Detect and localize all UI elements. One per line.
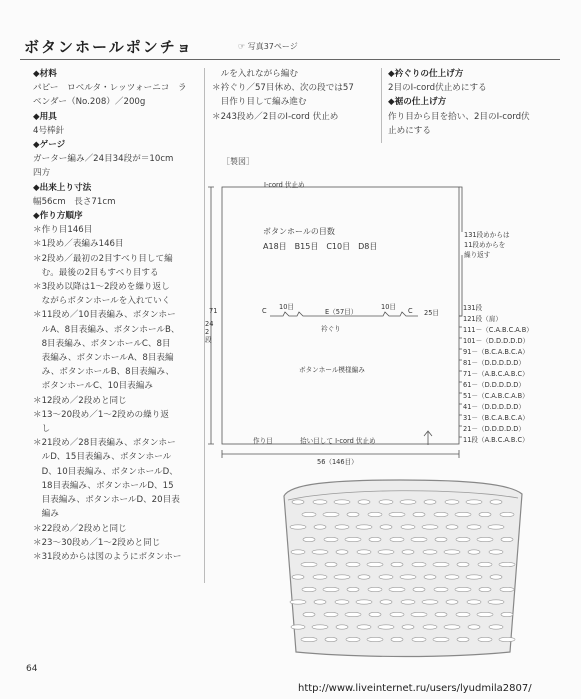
buttonhole-shape	[379, 575, 393, 579]
buttonhole-shape	[378, 625, 394, 629]
buttonhole-shape	[368, 587, 382, 591]
buttonhole-shape	[435, 537, 447, 541]
instruction-line: 編み	[33, 509, 59, 520]
instruction-line: ベンダー（No.208）／200g	[33, 97, 146, 108]
buttonhole-shape	[356, 600, 372, 604]
buttonhole-shape	[345, 537, 361, 541]
buttonhole-shape	[412, 637, 426, 641]
instruction-line: ＊22段め／2段めと同じ	[33, 523, 127, 534]
instruction-line: ＊1段め／表編み146目	[33, 239, 124, 250]
row-legend-item: 51－（C.A.B.C.A.B）	[463, 392, 529, 400]
poncho-illustration	[270, 476, 535, 666]
buttonhole-shape	[335, 525, 349, 529]
instruction-line: ＊衿ぐり／57目休め、次の段では57	[212, 83, 354, 94]
buttonhole-shape	[302, 512, 316, 516]
instruction-line: ＊21段め／28目表編み、ボタンホー	[33, 438, 176, 449]
instruction-line: ルA、8目表編み、ボタンホールB、	[33, 324, 180, 335]
row-legend-item: 31－（B.C.A.B.C.A）	[463, 414, 529, 422]
buttonhole-shape	[402, 550, 414, 554]
buttonhole-shape	[301, 637, 317, 641]
buttonhole-shape	[324, 537, 338, 541]
buttonhole-shape	[455, 512, 471, 516]
buttonhole-shape	[346, 637, 360, 641]
instruction-line: D、10目表編み、ボタンホールD、	[33, 466, 178, 477]
source-url: http://www.liveinternet.ru/users/lyudmila2807/	[298, 683, 532, 694]
row-legend-item: 101－（D.D.D.D.D）	[463, 337, 530, 345]
buttonhole-counts: A18目 B15目 C10目 D8目	[263, 242, 378, 251]
buttonhole-shape	[369, 537, 381, 541]
buttonhole-shape	[356, 525, 372, 529]
buttonhole-shape	[457, 637, 469, 641]
buttonhole-shape	[391, 637, 403, 641]
buttonhole-shape	[402, 625, 414, 629]
instruction-line: 4号棒針	[33, 125, 65, 136]
buttonhole-shape	[422, 600, 438, 604]
buttonhole-shape	[468, 550, 480, 554]
cast-on-label: 作り目	[253, 437, 273, 445]
instruction-line: ＊31段めからは図のようにボタンホー	[33, 551, 182, 562]
section-heading: ◆材料	[33, 69, 57, 79]
buttonhole-shape	[479, 587, 491, 591]
neckline-label: 衿ぐり	[321, 325, 341, 333]
instruction-line: ＊作り目146目	[33, 225, 93, 236]
section-heading: ◆作り方順序	[33, 211, 83, 222]
buttonhole-shape	[500, 512, 514, 516]
buttonhole-shape	[368, 512, 382, 516]
buttonhole-shape	[292, 500, 304, 504]
buttonhole-heading: ボタンホールの目数	[263, 227, 335, 236]
buttonhole-shape	[378, 550, 394, 554]
buttonhole-shape	[433, 637, 449, 641]
buttonhole-shape	[313, 500, 327, 504]
buttonhole-shape	[434, 587, 448, 591]
instruction-line: ＊2段め／最初の2目すべり目して編	[33, 253, 173, 264]
buttonhole-shape	[490, 575, 502, 579]
row-legend-item: 61－（D.D.D.D.D）	[463, 381, 525, 389]
repeat-bracket	[459, 187, 462, 316]
row-legend-item: 121段（肩）	[463, 315, 502, 323]
row-legend-item: 111－（C.A.B.C.A.B）	[463, 326, 533, 334]
buttonhole-shape	[302, 587, 316, 591]
buttonhole-shape	[444, 625, 460, 629]
buttonhole-shape	[334, 575, 350, 579]
instruction-line: ＊12段め／2段めと同じ	[33, 395, 127, 406]
buttonhole-shape	[423, 625, 437, 629]
buttonhole-shape	[347, 587, 359, 591]
buttonhole-shape	[314, 600, 326, 604]
buttonhole-shape	[424, 500, 436, 504]
buttonhole-shape	[501, 612, 513, 616]
instruction-line: ＊243段め／2目のI-cord 伏止め	[212, 111, 339, 122]
buttonhole-shape	[456, 612, 470, 616]
buttonhole-shape	[467, 600, 481, 604]
buttonhole-shape	[489, 550, 503, 554]
buttonhole-shape	[347, 512, 359, 516]
right-c-label: C	[408, 307, 413, 315]
buttonhole-shape	[413, 512, 425, 516]
instruction-line: 表編み、ボタンホールA、8目表編	[33, 353, 174, 364]
buttonhole-shape	[336, 550, 348, 554]
buttonhole-shape	[391, 562, 403, 566]
top-edge-label: I-cord 伏止め	[264, 181, 305, 189]
instruction-line: ルD、15目表編み、ボタンホール	[33, 452, 172, 463]
buttonhole-shape	[367, 562, 383, 566]
buttonhole-shape	[499, 562, 515, 566]
instruction-line: 止めにする	[388, 125, 431, 136]
buttonhole-shape	[303, 537, 315, 541]
buttonhole-shape	[490, 500, 502, 504]
buttonhole-shape	[488, 600, 504, 604]
row-legend-item: 91－（B.C.A.B.C.A）	[463, 348, 529, 356]
section-heading: ◆用具	[33, 111, 57, 122]
neck-stitch-label: E（57目）	[325, 308, 358, 316]
buttonhole-shape	[380, 600, 392, 604]
buttonhole-shape	[435, 612, 447, 616]
row-legend-item: 131段	[463, 304, 483, 312]
buttonhole-shape	[411, 612, 427, 616]
buttonhole-shape	[336, 625, 348, 629]
buttonhole-shape	[301, 562, 317, 566]
buttonhole-shape	[423, 550, 437, 554]
buttonhole-shape	[501, 537, 513, 541]
instruction-line: ルを入れながら編む	[212, 69, 298, 79]
buttonhole-shape	[390, 537, 404, 541]
buttonhole-shape	[292, 575, 304, 579]
buttonhole-shape	[455, 587, 471, 591]
buttonhole-shape	[324, 612, 338, 616]
knit-direction-arrow	[424, 431, 432, 445]
buttonhole-shape	[400, 500, 416, 504]
buttonhole-shape	[434, 512, 448, 516]
row-legend-item: 41－（D.D.D.D.D）	[463, 403, 525, 411]
buttonhole-shape	[479, 512, 491, 516]
buttonhole-shape	[477, 612, 493, 616]
buttonhole-shape	[413, 587, 425, 591]
buttonhole-shape	[468, 625, 480, 629]
buttonhole-shape	[456, 537, 470, 541]
buttonhole-shape	[325, 562, 337, 566]
instruction-line: 2目のI-cord伏止めにする	[388, 83, 487, 94]
buttonhole-shape	[314, 525, 326, 529]
buttonhole-shape	[379, 500, 393, 504]
buttonhole-shape	[433, 562, 449, 566]
pattern-label: ボタンホール模様編み	[299, 366, 365, 374]
buttonhole-shape	[291, 625, 305, 629]
buttonhole-shape	[499, 637, 515, 641]
buttonhole-shape	[412, 562, 426, 566]
row-legend-item: 21－（D.D.D.D.D）	[463, 425, 525, 433]
buttonhole-shape	[367, 637, 383, 641]
instruction-line: ＊11段め／10目表編み、ボタンホー	[33, 310, 176, 321]
buttonhole-shape	[390, 612, 404, 616]
left-10-label: 10目	[279, 303, 294, 311]
buttonhole-shape	[358, 575, 370, 579]
buttonhole-shape	[444, 550, 460, 554]
instruction-line: ガーター編み／24目34段が＝10cm	[33, 154, 174, 165]
buttonhole-shape	[290, 525, 306, 529]
buttonhole-shape	[334, 500, 350, 504]
section-heading: ◆出来上り寸法	[33, 182, 92, 193]
height-rows-label: 242段	[205, 320, 214, 344]
instruction-line: 目表編み、ボタンホールD、20目表	[33, 495, 180, 506]
buttonhole-shape	[478, 637, 492, 641]
buttonhole-shape	[358, 500, 370, 504]
instruction-line: 8目表編み、ボタンホールC、8目	[33, 338, 171, 349]
right-10-label: 10目	[381, 303, 396, 311]
buttonhole-shape	[389, 587, 405, 591]
buttonhole-shape	[325, 637, 337, 641]
buttonhole-shape	[323, 512, 339, 516]
buttonhole-shape	[500, 587, 514, 591]
buttonhole-shape	[357, 550, 371, 554]
buttonhole-shape	[489, 625, 503, 629]
instruction-line: ＊23～30段め／1～2段めと同じ	[33, 537, 161, 548]
buttonhole-shape	[345, 612, 361, 616]
buttonhole-shape	[401, 600, 415, 604]
section-heading: ◆衿ぐりの仕上げ方	[388, 69, 464, 79]
instruction-line: パピー ロベルタ・レッツォーニコ ラ	[33, 83, 187, 94]
width-label: 56（146目）	[317, 458, 358, 466]
buttonhole-shape	[290, 600, 306, 604]
buttonhole-shape	[380, 525, 392, 529]
buttonhole-shape	[478, 562, 492, 566]
buttonhole-shape	[389, 512, 405, 516]
left-c-label: C	[262, 307, 267, 315]
buttonhole-shape	[422, 525, 438, 529]
buttonhole-shape	[467, 525, 481, 529]
instruction-line: 幅56cm 長さ71cm	[33, 196, 116, 207]
buttonhole-shape	[411, 537, 427, 541]
photo-reference: ☞ 写真37ページ	[238, 42, 298, 51]
buttonhole-shape	[446, 525, 458, 529]
row-legend-item: 81－（D.D.D.D.D）	[463, 359, 525, 367]
buttonhole-shape	[357, 625, 371, 629]
buttonhole-shape	[323, 587, 339, 591]
instruction-line: 18目表編み、ボタンホールD、15	[33, 480, 174, 491]
instruction-line: ＊13～20段め／1～2段めの繰り返	[33, 409, 169, 420]
instruction-line: ながらボタンホールを入れていく	[33, 296, 171, 307]
section-heading: ◆裾の仕上げ方	[388, 97, 447, 108]
buttonhole-shape	[346, 562, 360, 566]
buttonhole-shape	[303, 612, 315, 616]
buttonhole-shape	[488, 525, 504, 529]
buttonhole-shape	[369, 612, 381, 616]
buttonhole-shape	[477, 537, 493, 541]
right-25-label: 25目	[424, 309, 439, 317]
buttonhole-shape	[312, 550, 328, 554]
instruction-line: ボタンホールC、10目表編み	[33, 381, 153, 392]
instruction-line: 作り目から目を拾い、2目のI-cord伏	[388, 111, 530, 122]
height-dimension-line	[208, 187, 214, 444]
buttonhole-shape	[335, 600, 349, 604]
section-heading: ◆ゲージ	[33, 140, 66, 151]
diagram-label: ［製図］	[222, 157, 254, 166]
buttonhole-shape	[401, 525, 415, 529]
buttonhole-shape	[457, 562, 469, 566]
height-cm-label: 71	[209, 307, 218, 315]
buttonhole-shape	[446, 600, 458, 604]
buttonhole-shape	[313, 575, 327, 579]
instruction-line: み、ボタンホールB、8目表編み、	[33, 367, 175, 378]
repeat-note: 131段めからは 11段めからを 繰り返す	[464, 231, 510, 259]
bottom-edge-label: 拾い目して I-cord 伏止め	[300, 437, 376, 445]
buttonhole-shape	[400, 575, 416, 579]
instruction-line: ＊3段め以降は1～2段めを繰り返し	[33, 282, 170, 293]
instruction-line: 四方	[33, 168, 51, 179]
page-number: 64	[26, 664, 38, 674]
buttonhole-shape	[445, 500, 459, 504]
instruction-line: む。最後の2目もすべり目する	[33, 267, 159, 278]
page-title: ボタンホールポンチョ	[24, 38, 194, 56]
row-legend-item: 11段（A.B.C.A.B.C）	[463, 436, 529, 444]
row-legend-item: 71－（A.B.C.A.B.C）	[463, 370, 529, 378]
buttonhole-shape	[291, 550, 305, 554]
instruction-line: 目作り目して編み進む	[212, 97, 307, 108]
buttonhole-shape	[424, 575, 436, 579]
buttonhole-shape	[445, 575, 459, 579]
buttonhole-shape	[312, 625, 328, 629]
instruction-line: し	[33, 424, 51, 435]
buttonhole-shape	[466, 500, 482, 504]
buttonhole-shape	[466, 575, 482, 579]
